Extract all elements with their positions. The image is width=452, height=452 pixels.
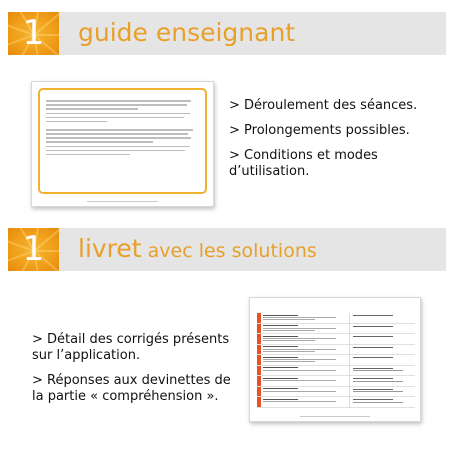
table-row bbox=[257, 334, 415, 345]
table-row bbox=[257, 355, 415, 366]
guide-page-frame bbox=[38, 88, 207, 194]
table-row bbox=[257, 387, 415, 398]
livret-page-thumbnail bbox=[249, 297, 421, 422]
section-title-main: livret bbox=[78, 234, 142, 263]
number-badge-value: 1 bbox=[22, 13, 45, 53]
section-title-rest: avec les solutions bbox=[141, 240, 317, 262]
table-row bbox=[257, 345, 415, 356]
section-header-guide bbox=[8, 12, 446, 55]
table-row bbox=[257, 376, 415, 387]
thumbnail-footer bbox=[300, 416, 370, 418]
guide-page-thumbnail bbox=[31, 81, 214, 207]
section-title-text: guide enseignant bbox=[78, 18, 296, 47]
section-title bbox=[78, 17, 295, 49]
number-badge bbox=[8, 12, 59, 55]
list-item: > Réponses aux devinettes de la partie « compréhension ». bbox=[32, 373, 231, 404]
section-title bbox=[78, 233, 317, 267]
number-badge bbox=[8, 228, 59, 271]
number-badge-value: 1 bbox=[22, 229, 45, 269]
thumbnail-table bbox=[257, 313, 415, 408]
livret-feature-list bbox=[32, 332, 242, 414]
list-item: > Déroulement des séances. bbox=[229, 98, 418, 113]
section-header-livret bbox=[8, 228, 446, 271]
guide-feature-list bbox=[229, 98, 449, 189]
list-item: > Prolongements possibles. bbox=[229, 123, 410, 138]
list-item: > Conditions et modes d’utilisation. bbox=[229, 148, 378, 179]
thumbnail-footer bbox=[87, 201, 158, 203]
table-row bbox=[257, 397, 415, 408]
table-row bbox=[257, 366, 415, 377]
table-row bbox=[257, 313, 415, 324]
table-row bbox=[257, 324, 415, 335]
list-item: > Détail des corrigés présents sur l’application. bbox=[32, 332, 230, 363]
